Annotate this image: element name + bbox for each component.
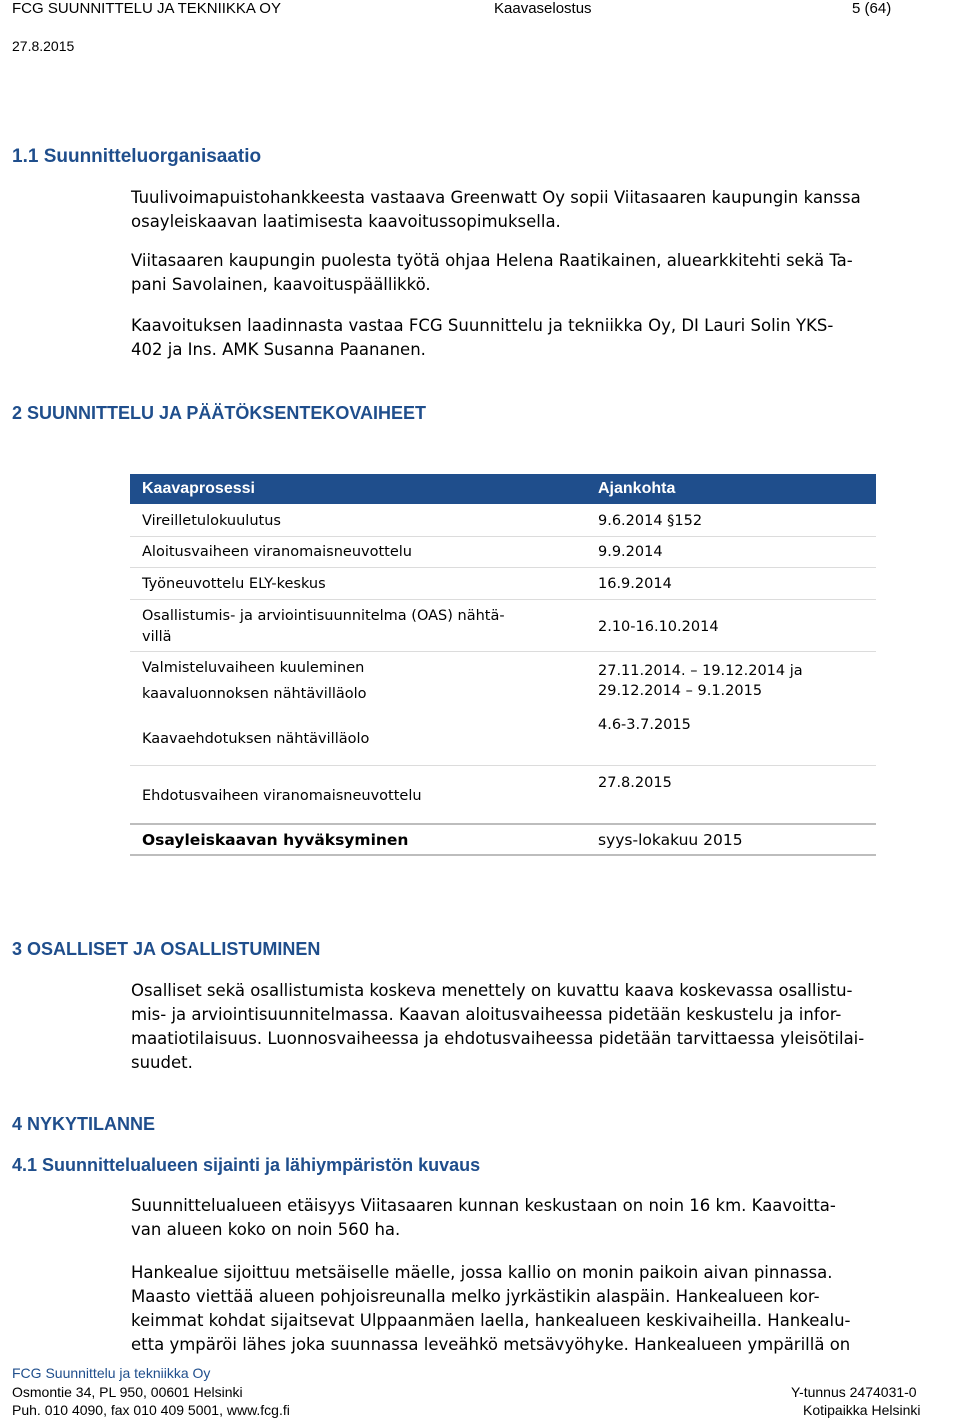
text-line: Hankealue sijoittuu metsäiselle mäelle, jossa kallio on monin paikoin aivan pinnassa. (131, 1263, 833, 1282)
table-cell-process: Aloitusvaiheen viranomaisneuvottelu (142, 544, 412, 560)
text-line: Maasto viettää alueen pohjoisreunalla melko jyrkästikin alaspäin. Hankealueen kor- (131, 1287, 820, 1306)
table-header-date: Ajankohta (598, 480, 676, 497)
text-line: Viitasaaren kaupungin puolesta työtä ohjaa Helena Raatikainen, aluearkkitehti sekä Ta- (131, 251, 853, 270)
text-line: 402 ja Ins. AMK Susanna Paananen. (131, 340, 426, 359)
text-line: keimmat kohdat sijaitsevat Ulppaanmäen laella, hankealueen keskivaiheilla. Hankealu- (131, 1311, 851, 1330)
section-1-1-heading: 1.1 Suunnitteluorganisaatio (12, 146, 262, 167)
table-cell-date: 2.10-16.10.2014 (598, 619, 719, 635)
table-row-divider (130, 765, 876, 766)
footer-contact: Puh. 010 4090, fax 010 409 5001, www.fcg.fi (12, 1402, 290, 1418)
table-row-divider (130, 651, 876, 652)
section-1-1-paragraph-1 (131, 186, 953, 234)
table-cell-date: 29.12.2014 – 9.1.2015 (598, 683, 763, 699)
table-final-date: syys-lokakuu 2015 (598, 831, 743, 849)
text-line: Kaavoituksen laadinnasta vastaa FCG Suunnittelu ja tekniikka Oy, DI Lauri Solin YKS- (131, 316, 834, 335)
table-cell-process-continuation: villä (142, 629, 172, 645)
text-line: mis- ja arviointisuunnitelmassa. Kaavan aloitusvaiheessa pidetään keskustelu ja infor- (131, 1005, 842, 1024)
section-4-1-paragraph-2 (131, 1261, 953, 1357)
header-company: FCG SUUNNITTELU JA TEKNIIKKA OY (12, 0, 281, 17)
table-cell-process: kaavaluonnoksen nähtävilläolo (142, 686, 367, 702)
footer-business-id: Y-tunnus 2474031-0 (791, 1384, 917, 1400)
section-4-1-paragraph-1 (131, 1194, 953, 1242)
section-3-heading: 3 OSALLISET JA OSALLISTUMINEN (12, 939, 321, 959)
table-cell-process: Kaavaehdotuksen nähtävilläolo (142, 731, 370, 747)
text-line: van alueen koko on noin 560 ha. (131, 1220, 401, 1239)
table-cell-process: Työneuvottelu ELY-keskus (142, 576, 326, 592)
text-line: suudet. (131, 1053, 193, 1072)
text-line: maatiotilaisuus. Luonnosvaiheessa ja ehdotusvaiheessa pidetään tarvittaessa yleisötilai- (131, 1029, 865, 1048)
table-final-process: Osayleiskaavan hyväksyminen (142, 831, 409, 849)
section-3-paragraph (131, 979, 953, 1075)
table-cell-process: Osallistumis- ja arviointisuunnitelma (OAS) nähtä- (142, 608, 505, 624)
section-4-1-heading: 4.1 Suunnittelualueen sijainti ja lähiympäristön kuvaus (12, 1155, 481, 1175)
text-line: Tuulivoimapuistohankkeesta vastaava Greenwatt Oy sopii Viitasaaren kaupungin kanssa (131, 188, 861, 207)
table-cell-date: 16.9.2014 (598, 576, 672, 592)
table-cell-process: Valmisteluvaiheen kuuleminen (142, 660, 365, 676)
header-date: 27.8.2015 (12, 38, 75, 54)
table-cell-process: Ehdotusvaiheen viranomaisneuvottelu (142, 788, 422, 804)
footer-company: FCG Suunnittelu ja tekniikka Oy (12, 1365, 211, 1381)
section-1-1-paragraph-2 (131, 249, 953, 297)
section-4-heading: 4 NYKYTILANNE (12, 1114, 156, 1134)
footer-address: Osmontie 34, PL 950, 00601 Helsinki (12, 1384, 243, 1400)
table-row-divider (130, 599, 876, 600)
table-cell-date: 27.8.2015 (598, 775, 672, 791)
section-2-heading: 2 SUUNNITTELU JA PÄÄTÖKSENTEKOVAIHEET (12, 403, 427, 423)
table-row-divider (130, 536, 876, 537)
text-line: Osalliset sekä osallistumista koskeva menettely on kuvattu kaava koskevassa osallistu- (131, 981, 853, 1000)
table-cell-date: 9.9.2014 (598, 544, 663, 560)
table-cell-process: Vireilletulokuulutus (142, 513, 281, 529)
table-bottom-border (130, 854, 876, 856)
text-line: Suunnittelualueen etäisyys Viitasaaren kunnan keskustaan on noin 16 km. Kaavoitta- (131, 1196, 836, 1215)
header-page-number: 5 (64) (852, 0, 892, 17)
table-header-process: Kaavaprosessi (142, 480, 255, 497)
footer-domicile: Kotipaikka Helsinki (803, 1402, 921, 1418)
table-row-divider (130, 567, 876, 568)
text-line: osayleiskaavan laatimisesta kaavoitussopimuksella. (131, 212, 561, 231)
header-doc-type: Kaavaselostus (494, 0, 592, 17)
table-cell-date: 4.6-3.7.2015 (598, 717, 691, 733)
text-line: pani Savolainen, kaavoituspäällikkö. (131, 275, 431, 294)
table-cell-date: 27.11.2014. – 19.12.2014 ja (598, 663, 803, 679)
text-line: etta ympäröi lähes joka suunnassa leveähkö metsävyöhyke. Hankealueen ympärillä on (131, 1335, 851, 1354)
table-cell-date: 9.6.2014 §152 (598, 513, 703, 529)
table-row-divider (130, 823, 876, 825)
section-1-1-paragraph-3 (131, 314, 953, 362)
